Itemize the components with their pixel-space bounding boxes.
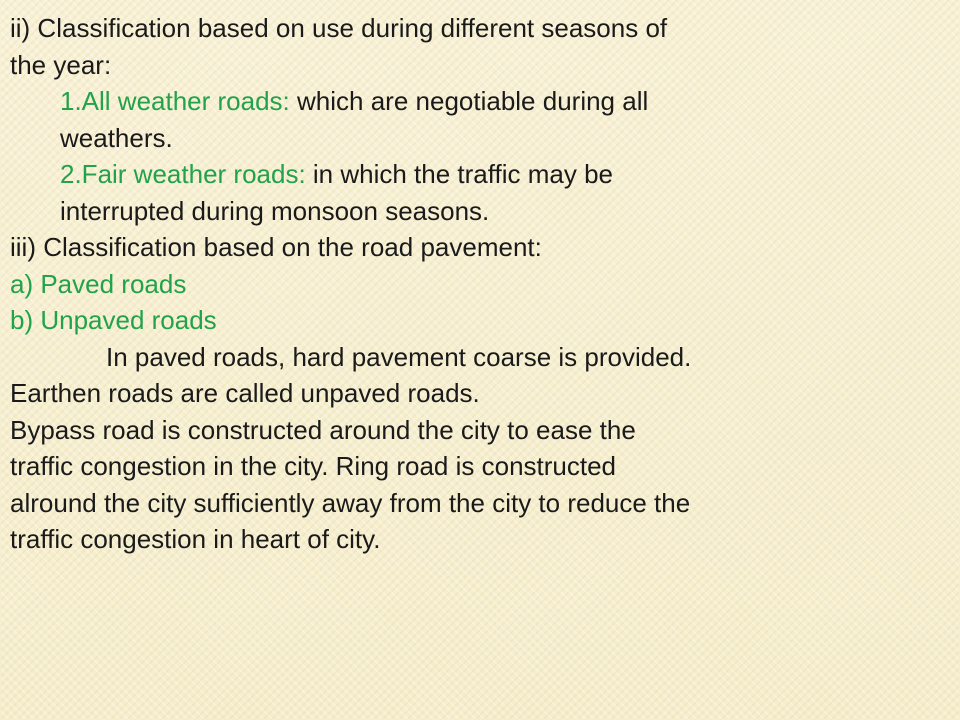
- item-all-weather-roads: [10, 83, 910, 120]
- heading-pavement-classification: iii) Classification based on the road pavement:: [10, 232, 542, 262]
- paved-roads-description: In paved roads, hard pavement coarse is provided.: [106, 341, 692, 372]
- item-paved-roads: a) Paved roads: [10, 268, 187, 299]
- term-fair-weather-roads: 2.Fair weather roads:: [60, 159, 306, 189]
- bypass-ring-road-paragraph-line-2: traffic congestion in the city. Ring road is constructed: [10, 451, 617, 481]
- item-fair-weather-roads: [10, 156, 910, 193]
- term-all-weather-roads: 1.All weather roads:: [60, 86, 290, 116]
- unpaved-roads-description: Earthen roads are called unpaved roads.: [10, 378, 480, 408]
- slide-body-text: [10, 10, 910, 558]
- heading-seasonal-classification-line-2: the year:: [10, 49, 112, 80]
- heading-seasonal-classification-line-1: ii) Classification based on use during different seasons of: [10, 13, 668, 43]
- bypass-ring-road-paragraph-line-4: traffic congestion in heart of city.: [10, 524, 381, 554]
- def-fair-weather-roads-part-1: in which the traffic may be: [305, 159, 613, 189]
- def-all-weather-roads-part-1: which are negotiable during all: [289, 86, 649, 116]
- bypass-ring-road-paragraph-line-3: alround the city sufficiently away from the city to reduce the: [10, 487, 691, 518]
- def-fair-weather-roads-part-2: interrupted during monsoon seasons.: [60, 195, 490, 226]
- bypass-ring-road-paragraph-line-1: Bypass road is constructed around the city to ease the: [10, 414, 636, 445]
- def-all-weather-roads-part-2: weathers.: [60, 122, 173, 153]
- item-unpaved-roads: b) Unpaved roads: [10, 305, 217, 335]
